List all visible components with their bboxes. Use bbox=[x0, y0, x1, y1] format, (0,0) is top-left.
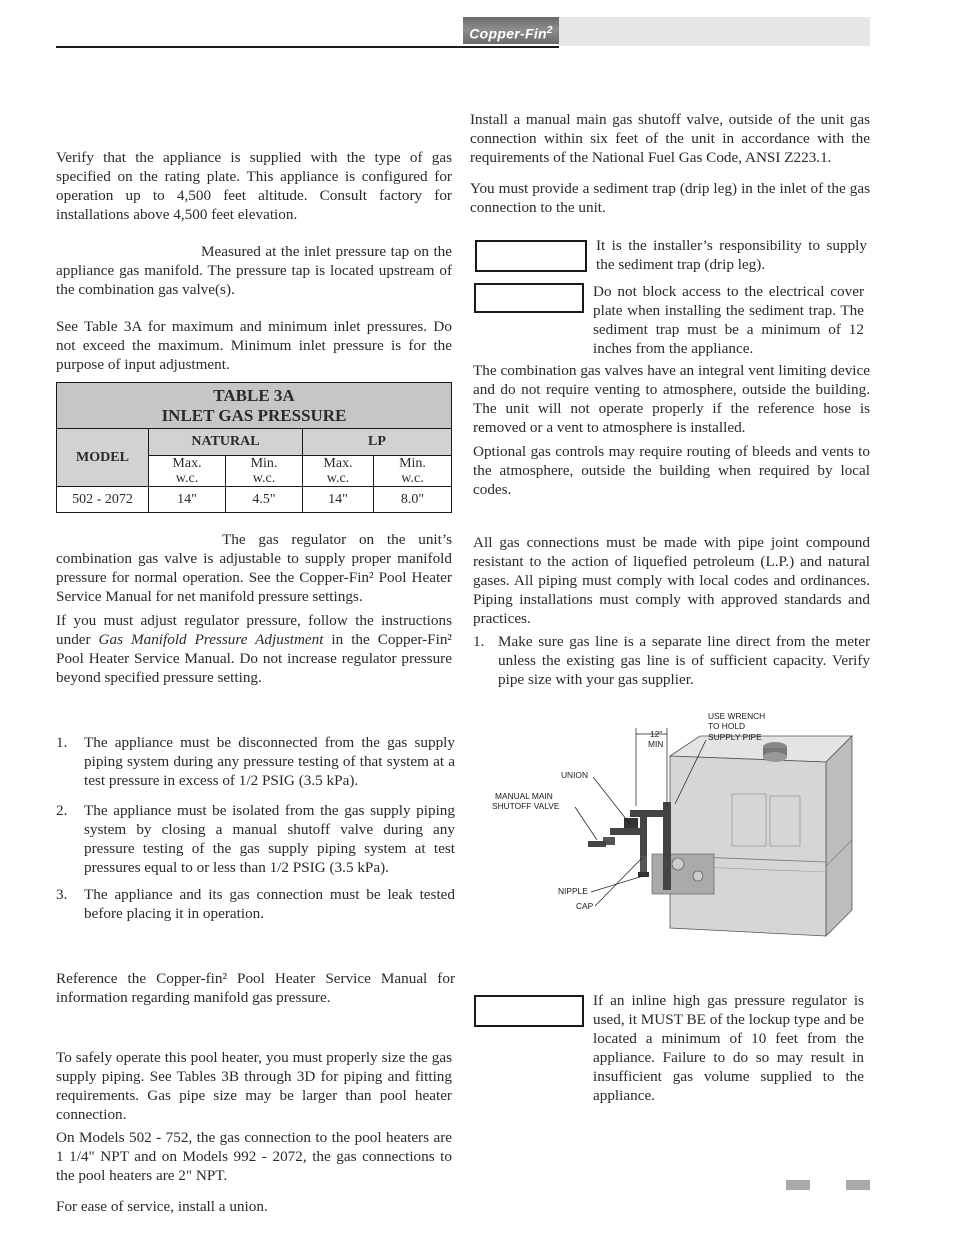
label-cap: CAP bbox=[576, 901, 594, 911]
header-rule bbox=[56, 46, 559, 48]
inlet-gas-pressure-table bbox=[56, 382, 452, 513]
label-union: UNION bbox=[561, 770, 588, 780]
caution-note-text: It is the installer’s responsibility to supply the sediment trap (drip leg). bbox=[596, 237, 867, 273]
warning-note-text: Do not block access to the electrical cover plate when installing the sediment trap. The sediment trap must be a minimum of 12 inches from the appliance. bbox=[593, 283, 864, 357]
page-tab-right bbox=[846, 1180, 870, 1190]
sub-lp-max: Max. w.c. bbox=[303, 456, 374, 487]
cell-nat-max: 14" bbox=[149, 487, 226, 513]
sub-natural-max: Max. w.c. bbox=[149, 456, 226, 487]
union-paragraph: For ease of service, install a union. bbox=[56, 1198, 268, 1215]
table-title: TABLE 3A INLET GAS PRESSURE bbox=[57, 383, 452, 429]
list-item: 1. The appliance must be disconnected from the gas supply piping system during any pressure testing of that system at a test pressure in excess of 1/2 PSIG (3.5 kPa). bbox=[56, 734, 455, 789]
label-nipple: NIPPLE bbox=[558, 886, 588, 896]
caution-box bbox=[475, 240, 587, 272]
label-min-12: 12" bbox=[650, 729, 663, 739]
cell-model: 502 - 2072 bbox=[57, 487, 149, 513]
sub-lp-min: Min. w.c. bbox=[374, 456, 452, 487]
list-item: 3. The appliance and its gas connection must be leak tested before placing it in operation. bbox=[56, 886, 455, 922]
sub-natural-min: Min. w.c. bbox=[226, 456, 303, 487]
col-natural: NATURAL bbox=[149, 429, 303, 456]
warning-box bbox=[474, 283, 584, 313]
header-bar bbox=[559, 17, 870, 46]
table-row bbox=[57, 487, 452, 513]
label-valve-1: MANUAL MAIN bbox=[495, 791, 553, 801]
cell-nat-min: 4.5" bbox=[226, 487, 303, 513]
col-model: MODEL bbox=[57, 429, 149, 487]
pipe-compound-paragraph: All gas connections must be made with pipe joint compound resistant to the action of liquefied petroleum (L.P.) and natural gases. All piping must comply with local codes and ordinances. Piping installations must comply with approved standards and practices. bbox=[473, 534, 870, 627]
sediment-trap-paragraph: You must provide a sediment trap (drip leg) in the inlet of the gas connection to the unit. bbox=[470, 180, 870, 216]
label-wrench-1: USE WRENCH bbox=[708, 711, 766, 721]
shutoff-valve-paragraph: Install a manual main gas shutoff valve, outside of the unit gas connection within six feet of the unit in accordance with the requirements of the National Fuel Gas Code, ANSI Z223.1. bbox=[470, 111, 870, 166]
page-tab-left bbox=[786, 1180, 810, 1190]
regulator-warning-text: If an inline high gas pressure regulator is used, it MUST BE of the lockup type and be located a minimum of 10 feet from the appliance. Failure to do so may result in insufficient gas volume supplied to the appliance. bbox=[593, 992, 864, 1104]
models-paragraph: On Models 502 - 752, the gas connection to the pool heaters are 1 1/4" NPT and on Models 992 - 2072, the gas connections to the pool heaters are 2" NPT. bbox=[56, 1129, 452, 1184]
inlet-pressure-paragraph: Measured at the inlet pressure tap on the appliance gas manifold. The pressure tap is located upstream of the combination gas valve(s). bbox=[56, 243, 452, 298]
col-lp: LP bbox=[303, 429, 452, 456]
warning-box-regulator bbox=[474, 995, 584, 1027]
label-min: MIN bbox=[648, 739, 664, 749]
label-wrench-2: TO HOLD bbox=[708, 721, 746, 731]
list-item: 2. The appliance must be isolated from the gas supply piping system by closing a manual shutoff valve during any pressure testing of the gas supply piping system at test pressures equal to or less than 1/2 PSIG (3.5 kPa). bbox=[56, 802, 455, 876]
regulator-paragraph: The gas regulator on the unit’s combination gas valve is adjustable to supply proper manifold pressure for normal operation. See the Copper-Fin² Pool Heater Service Manual for net manifold pressure settings. bbox=[56, 531, 452, 605]
pipe-sizing-paragraph: To safely operate this pool heater, you must properly size the gas supply piping. See Tables 3B through 3D for piping and fitting requirements. Gas pipe size may be larger than pool heater connection. bbox=[56, 1049, 452, 1123]
manifold-reference-paragraph: Reference the Copper-fin² Pool Heater Service Manual for information regarding manifold gas pressure. bbox=[56, 970, 455, 1006]
label-wrench-3: SUPPLY PIPE bbox=[708, 732, 762, 742]
table-reference-paragraph: See Table 3A for maximum and minimum inlet pressures. Do not exceed the maximum. Minimum inlet pressure is for the purpose of input adjustment. bbox=[56, 318, 452, 373]
gas-type-paragraph: Verify that the appliance is supplied with the type of gas specified on the rating plate. This appliance is configured for operation up to 4,500 feet altitude. Consult factory for installations above 4,500 feet elevation. bbox=[56, 149, 452, 223]
cell-lp-max: 14" bbox=[303, 487, 374, 513]
list-item: 1. Make sure gas line is a separate line direct from the meter unless the existing gas line is of sufficient capacity. Verify pipe size with your gas supplier. bbox=[473, 633, 870, 688]
copper-fin-logo: Copper-Fin$^2$ bbox=[463, 17, 559, 44]
adjust-paragraph: If you must adjust regulator pressure, follow the instructions under Gas Manifold Pressure Adjustment in the Copper-Fin² Pool Heater Service Manual. Do not increase regulator pressure beyond specified pressure setting. bbox=[56, 612, 452, 686]
cell-lp-min: 8.0" bbox=[374, 487, 452, 513]
optional-controls-paragraph: Optional gas controls may require routing of bleeds and vents to the atmosphere, outside the building when required by local codes. bbox=[473, 443, 870, 498]
vent-limiting-paragraph: The combination gas valves have an integral vent limiting device and do not require venting to atmosphere, outside the building. The unit will not operate properly if the reference hose is removed or a vent to atmosphere is installed. bbox=[473, 362, 870, 436]
gas-connection-diagram bbox=[470, 706, 870, 966]
pool-heater-illustration bbox=[652, 736, 852, 936]
label-valve-2: SHUTOFF VALVE bbox=[492, 801, 560, 811]
